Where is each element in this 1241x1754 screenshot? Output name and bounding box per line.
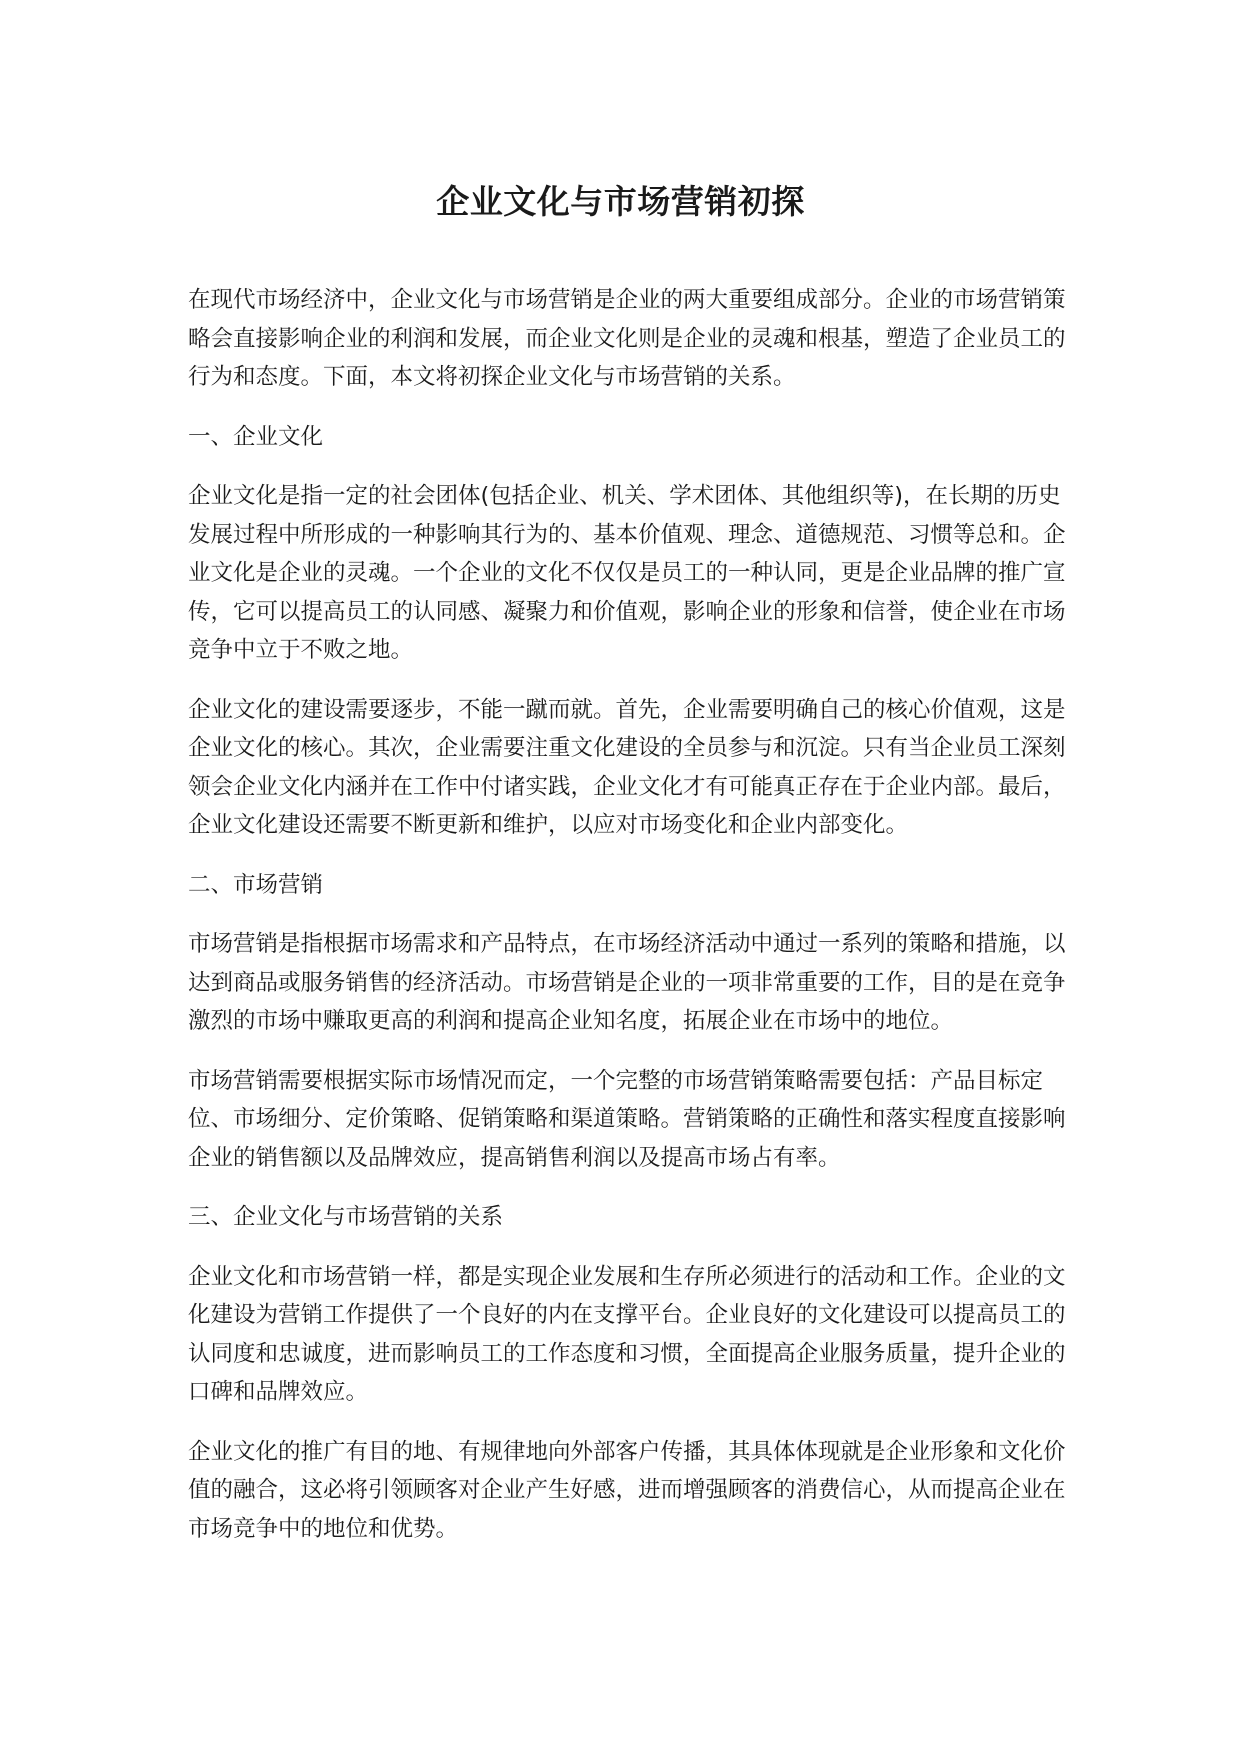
section-3-paragraph-1: 企业文化和市场营销一样，都是实现企业发展和生存所必须进行的活动和工作。企业的文化建设为营销工作提供了一个良好的内在支撑平台。企业良好的文化建设可以提高员工的认同度和忠诚度，进而影响员工的工作态度和习惯，全面提高企业服务质量，提升企业的口碑和品牌效应。	[188, 1263, 1066, 1405]
page-title: 企业文化与市场营销初探	[436, 182, 805, 221]
section-1-paragraph-1: 企业文化是指一定的社会团体(包括企业、机关、学术团体、其他组织等)，在长期的历史发展过程中所形成的一种影响其行为的、基本价值观、理念、道德规范、习惯等总和。企业文化是企业的灵魂。一个企业的文化不仅仅是员工的一种认同，更是企业品牌的推广宣传，它可以提高员工的认同感、凝聚力和价值观，影响企业的形象和信誉，使企业在市场竞争中立于不败之地。	[188, 483, 1066, 663]
section-heading-2: 二、市场营销	[188, 871, 324, 898]
document-body	[188, 281, 1068, 1569]
section-3-paragraph-2: 企业文化的推广有目的地、有规律地向外部客户传播，其具体体现就是企业形象和文化价值的融合，这必将引领顾客对企业产生好感，进而增强顾客的消费信心，从而提高企业在市场竞争中的地位和优势。	[188, 1438, 1066, 1542]
section-heading-3: 三、企业文化与市场营销的关系	[188, 1204, 504, 1230]
section-2-paragraph-1: 市场营销是指根据市场需求和产品特点，在市场经济活动中通过一系列的策略和措施，以达到商品或服务销售的经济活动。市场营销是企业的一项非常重要的工作，目的是在竞争激烈的市场中赚取更高的利润和提高企业知名度，拓展企业在市场中的地位。	[188, 931, 1066, 1034]
intro-paragraph: 在现代市场经济中，企业文化与市场营销是企业的两大重要组成部分。企业的市场营销策略会直接影响企业的利润和发展，而企业文化则是企业的灵魂和根基，塑造了企业员工的行为和态度。下面，本文将初探企业文化与市场营销的关系。	[188, 287, 1066, 390]
section-2-paragraph-2: 市场营销需要根据实际市场情况而定，一个完整的市场营销策略需要包括：产品目标定位、市场细分、定价策略、促销策略和渠道策略。营销策略的正确性和落实程度直接影响企业的销售额以及品牌效应，提高销售利润以及提高市场占有率。	[188, 1067, 1066, 1171]
section-1-paragraph-2: 企业文化的建设需要逐步，不能一蹴而就。首先，企业需要明确自己的核心价值观，这是企业文化的核心。其次，企业需要注重文化建设的全员参与和沉淀。只有当企业员工深刻领会企业文化内涵并在工作中付诸实践，企业文化才有可能真正存在于企业内部。最后，企业文化建设还需要不断更新和维护，以应对市场变化和企业内部变化。	[188, 696, 1066, 838]
section-heading-1: 一、企业文化	[188, 423, 324, 450]
